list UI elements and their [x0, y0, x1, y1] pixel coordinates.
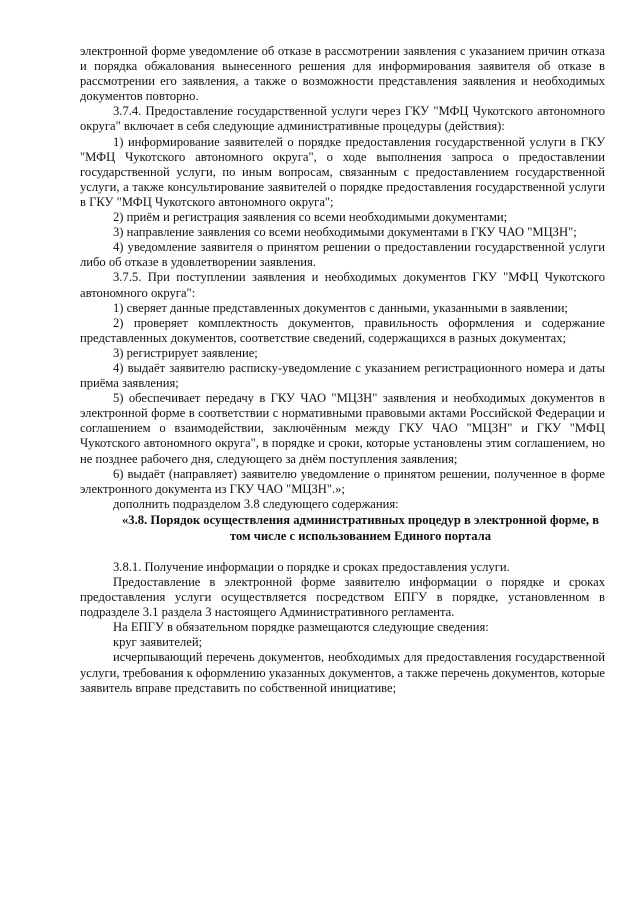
- paragraph-p03: 1) информирование заявителей о порядке предоставления государственной услуги в ГКУ "МФЦ Чукотского автономного округа", о ходе выполнения запроса о предоставлении государственной услуги, по иным вопросам, связанным с предоставлением государственной услуги, а также консультирование заявителей о порядке предоставления государственной услуги в ГКУ "МФЦ Чукотского автономного округа";: [80, 134, 605, 209]
- paragraph-p18: круг заявителей;: [113, 635, 203, 650]
- paragraph-p04: 2) приём и регистрация заявления со всеми необходимыми документами;: [113, 210, 508, 225]
- paragraph-p14: дополнить подразделом 3.8 следующего содержания:: [113, 496, 399, 511]
- paragraph-p07: 3.7.5. При поступлении заявления и необходимых документов ГКУ "МФЦ Чукотского автономного округа":: [80, 270, 605, 300]
- paragraph-p11: 4) выдаёт заявителю расписку-уведомление с указанием регистрационного номера и даты приёма заявления;: [80, 360, 605, 391]
- paragraph-p17: На ЕПГУ в обязательном порядке размещаются следующие сведения:: [113, 620, 489, 635]
- paragraph-p19: исчерпывающий перечень документов, необходимых для предоставления государственной услуги, требования к оформлению указанных документов, а также перечень документов, которые заявитель вправе представить по собственной инициативе;: [80, 650, 605, 695]
- paragraph-p09: 2) проверяет комплектность документов, правильность оформления и содержание представленных документов, соответствие сведений, содержащихся в разных документах;: [80, 315, 605, 345]
- paragraph-p01: электронной форме уведомление об отказе в рассмотрении заявления с указанием причин отказа и порядка обжалования вынесенного решения для информирования заявителя об отказе в рассмотрении его заявления, а также о возможности представления заявления и необходимых документов повторно.: [80, 44, 605, 104]
- paragraph-p16: Предоставление в электронной форме заявителю информации о порядке и сроках предоставления услуги осуществляется посредством ЕПГУ в порядке, установленном в подразделе 3.1 раздела 3 настоящего Административного регламента.: [80, 575, 605, 620]
- paragraph-p05: 3) направление заявления со всеми необходимыми документами в ГКУ ЧАО "МЦЗН";: [113, 225, 577, 240]
- paragraph-p08: 1) сверяет данные представленных документов с данными, указанными в заявлении;: [113, 300, 568, 315]
- section-heading: «3.8. Порядок осуществления административных процедур в электронной форме, в том числе с использованием Единого портала: [121, 512, 600, 543]
- paragraph-p10: 3) регистрирует заявление;: [113, 345, 258, 360]
- paragraph-p06: 4) уведомление заявителя о принятом решении о предоставлении государственной услуги либо об отказе в удовлетворении заявления.: [80, 240, 605, 270]
- paragraph-p13: 6) выдаёт (направляет) заявителю уведомление о принятом решении, полученное в форме электронного документа из ГКУ ЧАО "МЦЗН".»;: [80, 466, 605, 496]
- paragraphs-bottom: [80, 560, 605, 696]
- paragraph-p12: 5) обеспечивает передачу в ГКУ ЧАО "МЦЗН" заявления и необходимых документов в электронной форме в соответствии с нормативными правовыми актами Российской Федерации и соглашением о взаимодействии, заключённым между ГКУ ЧАО "МЦЗН" и ГКУ "МФЦ Чукотского автономного округа", в порядке и сроки, которые установлены этим соглашением, но не позднее рабочего дня, следующего за днём поступления заявления;: [80, 391, 605, 466]
- paragraph-p02: 3.7.4. Предоставление государственной услуги через ГКУ "МФЦ Чукотского автономного округа" включает в себя следующие административные процедуры (действия):: [80, 104, 605, 134]
- paragraphs-top: [80, 44, 605, 512]
- paragraph-p15: 3.8.1. Получение информации о порядке и сроках предоставления услуги.: [113, 559, 510, 574]
- document-body: [80, 44, 605, 696]
